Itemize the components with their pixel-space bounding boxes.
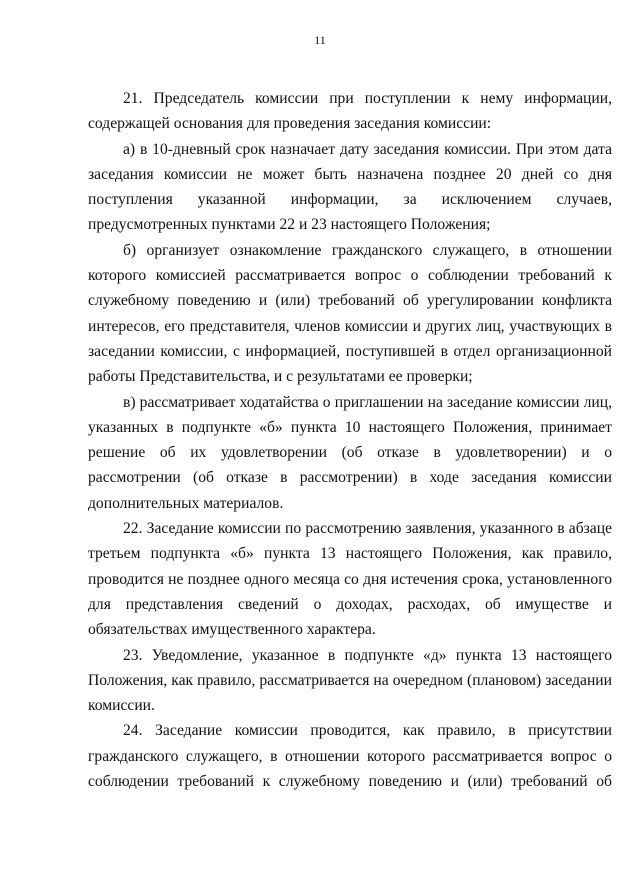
paragraph-24: 24. Заседание комиссии проводится, как правило, в присутствии гражданского служащего, в отношении которого рассматривается вопрос о соблюдении требований к служебному поведению и (или) требований об	[88, 722, 612, 791]
paragraph-21-v: в) рассматривает ходатайства о приглашении на заседание комиссии лиц, указанных в подпункте «б» пункта 10 настоящего Положения, принимает решение об их удовлетворении (об отказе в удовлетворении) и о рассмотрении (об отказе в рассмотрении) в ходе заседания комиссии дополнительных материалов.	[88, 393, 612, 512]
page-number: 11	[314, 33, 326, 47]
document-body	[88, 86, 612, 794]
paragraph-23: 23. Уведомление, указанное в подпункте «д» пункта 13 настоящего Положения, как правило, рассматривается на очередном (плановом) заседании комиссии.	[88, 646, 612, 715]
paragraph-22: 22. Заседание комиссии по рассмотрению заявления, указанного в абзаце третьем подпункта «б» пункта 13 настоящего Положения, как правило, проводится не позднее одного месяца со дня истечения срока, установленного для представления сведений о доходах, расходах, об имуществе и обязательствах имущественного характера.	[88, 520, 612, 639]
paragraph-21-a: а) в 10-дневный срок назначает дату заседания комиссии. При этом дата заседания комиссии не может быть назначена позднее 20 дней со дня поступления указанной информации, за исключением случаев, предусмотренных пунктами 22 и 23 настоящего Положения;	[88, 140, 612, 234]
paragraph-21: 21. Председатель комиссии при поступлении к нему информации, содержащей основания для проведения заседания комиссии:	[88, 90, 612, 133]
paragraph-21-b: б) организует ознакомление гражданского служащего, в отношении которого комиссией рассматривается вопрос о соблюдении требований к служебному поведению и (или) требований об урегулировании конфликта интересов, его представителя, членов комиссии и других лиц, участвующих в заседании комиссии, с информацией, поступившей в отдел организационной работы Представительства, и с результатами ее проверки;	[88, 241, 612, 386]
